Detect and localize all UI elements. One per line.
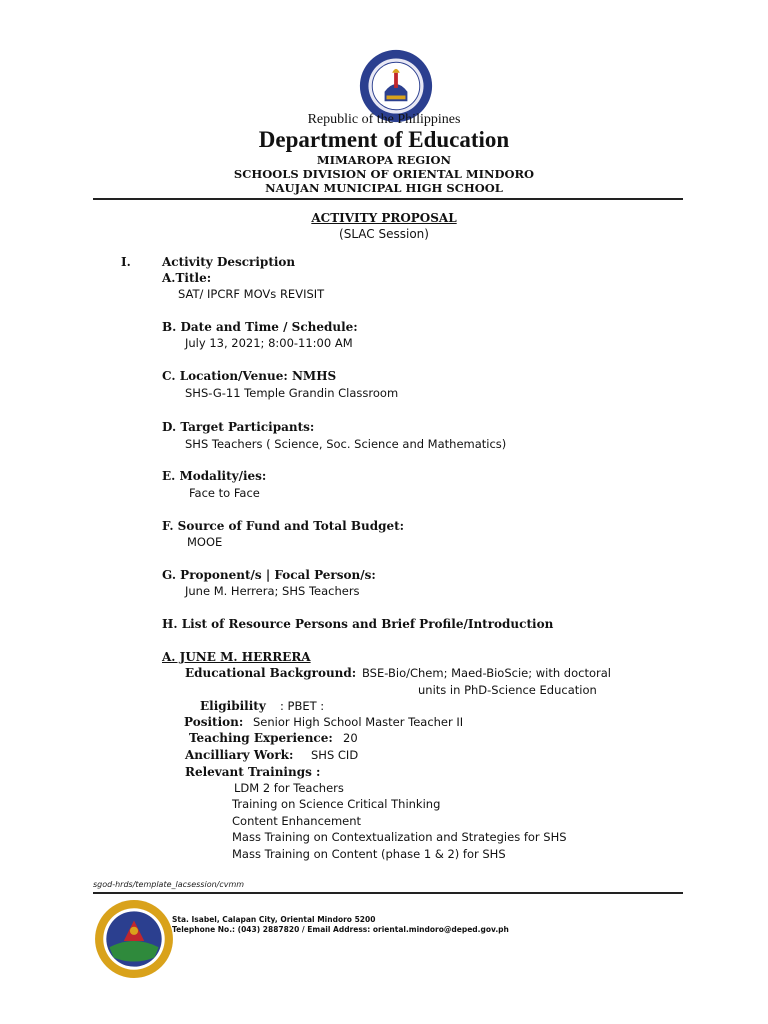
training-item: Mass Training on Contextualization and Strategies for SHS	[232, 830, 567, 844]
proposal-subtitle: (SLAC Session)	[339, 227, 429, 241]
section-heading: Activity Description	[162, 255, 296, 269]
resource-person-name: A. JUNE M. HERRERA	[162, 650, 311, 664]
footer-contact: Telephone No.: (043) 2887820 / Email Address: oriental.mindoro@deped.gov.ph	[172, 925, 509, 934]
title-label: A.Title:	[162, 271, 212, 285]
experience-value: 20	[343, 731, 358, 745]
modality-label: E. Modality/ies:	[162, 469, 267, 483]
trainings-label: Relevant Trainings :	[185, 765, 321, 779]
department-title: Department of Education	[258, 127, 510, 152]
education-value-cont: units in PhD-Science Education	[418, 683, 597, 697]
division-text: SCHOOLS DIVISION OF ORIENTAL MINDORO	[233, 167, 535, 181]
experience-label: Teaching Experience:	[189, 731, 333, 745]
schedule-value: July 13, 2021; 8:00-11:00 AM	[185, 336, 353, 350]
eligibility-label: Eligibility	[200, 699, 266, 713]
position-label: Position:	[184, 715, 244, 729]
education-label: Educational Background:	[185, 666, 357, 680]
schedule-label: B. Date and Time / Schedule:	[162, 320, 358, 334]
training-item: Mass Training on Content (phase 1 & 2) for SHS	[232, 847, 506, 861]
participants-label: D. Target Participants:	[162, 420, 315, 434]
ancillary-value: SHS CID	[311, 748, 359, 762]
footer-divider	[93, 892, 683, 894]
training-item: Content Enhancement	[232, 814, 362, 828]
training-item: LDM 2 for Teachers	[234, 781, 344, 795]
training-item: Training on Science Critical Thinking	[232, 797, 441, 811]
fund-label: F. Source of Fund and Total Budget:	[162, 519, 405, 533]
title-value: SAT/ IPCRF MOVs REVISIT	[178, 287, 325, 301]
proposal-title: ACTIVITY PROPOSAL	[311, 211, 457, 225]
proponent-value: June M. Herrera; SHS Teachers	[185, 584, 360, 598]
section-numeral: I.	[121, 255, 131, 269]
venue-label: C. Location/Venue: NMHS	[162, 369, 337, 383]
education-value: BSE-Bio/Chem; Maed-BioScie; with doctoral	[362, 666, 611, 680]
venue-value: SHS-G-11 Temple Grandin Classroom	[185, 386, 399, 400]
footer-address: Sta. Isabel, Calapan City, Oriental Mindoro 5200	[172, 915, 376, 924]
proponent-label: G. Proponent/s | Focal Person/s:	[162, 568, 376, 582]
participants-value: SHS Teachers ( Science, Soc. Science and Mathematics)	[185, 437, 507, 451]
school-text: NAUJAN MUNICIPAL HIGH SCHOOL	[265, 181, 503, 195]
position-value: Senior High School Master Teacher II	[253, 715, 464, 729]
modality-value: Face to Face	[189, 486, 260, 500]
region-text: MIMAROPA REGION	[316, 153, 452, 167]
ancillary-label: Ancilliary Work:	[185, 748, 294, 762]
republic-text: Republic of the Philippines	[307, 112, 461, 127]
division-logo-icon	[93, 898, 175, 980]
fund-value: MOOE	[187, 535, 223, 549]
header-divider	[93, 198, 683, 200]
resource-persons-label: H. List of Resource Persons and Brief Profile/Introduction	[162, 617, 554, 631]
eligibility-value: : PBET :	[280, 699, 325, 713]
template-reference: sgod-hrds/template_lacsession/cvmm	[93, 880, 245, 889]
